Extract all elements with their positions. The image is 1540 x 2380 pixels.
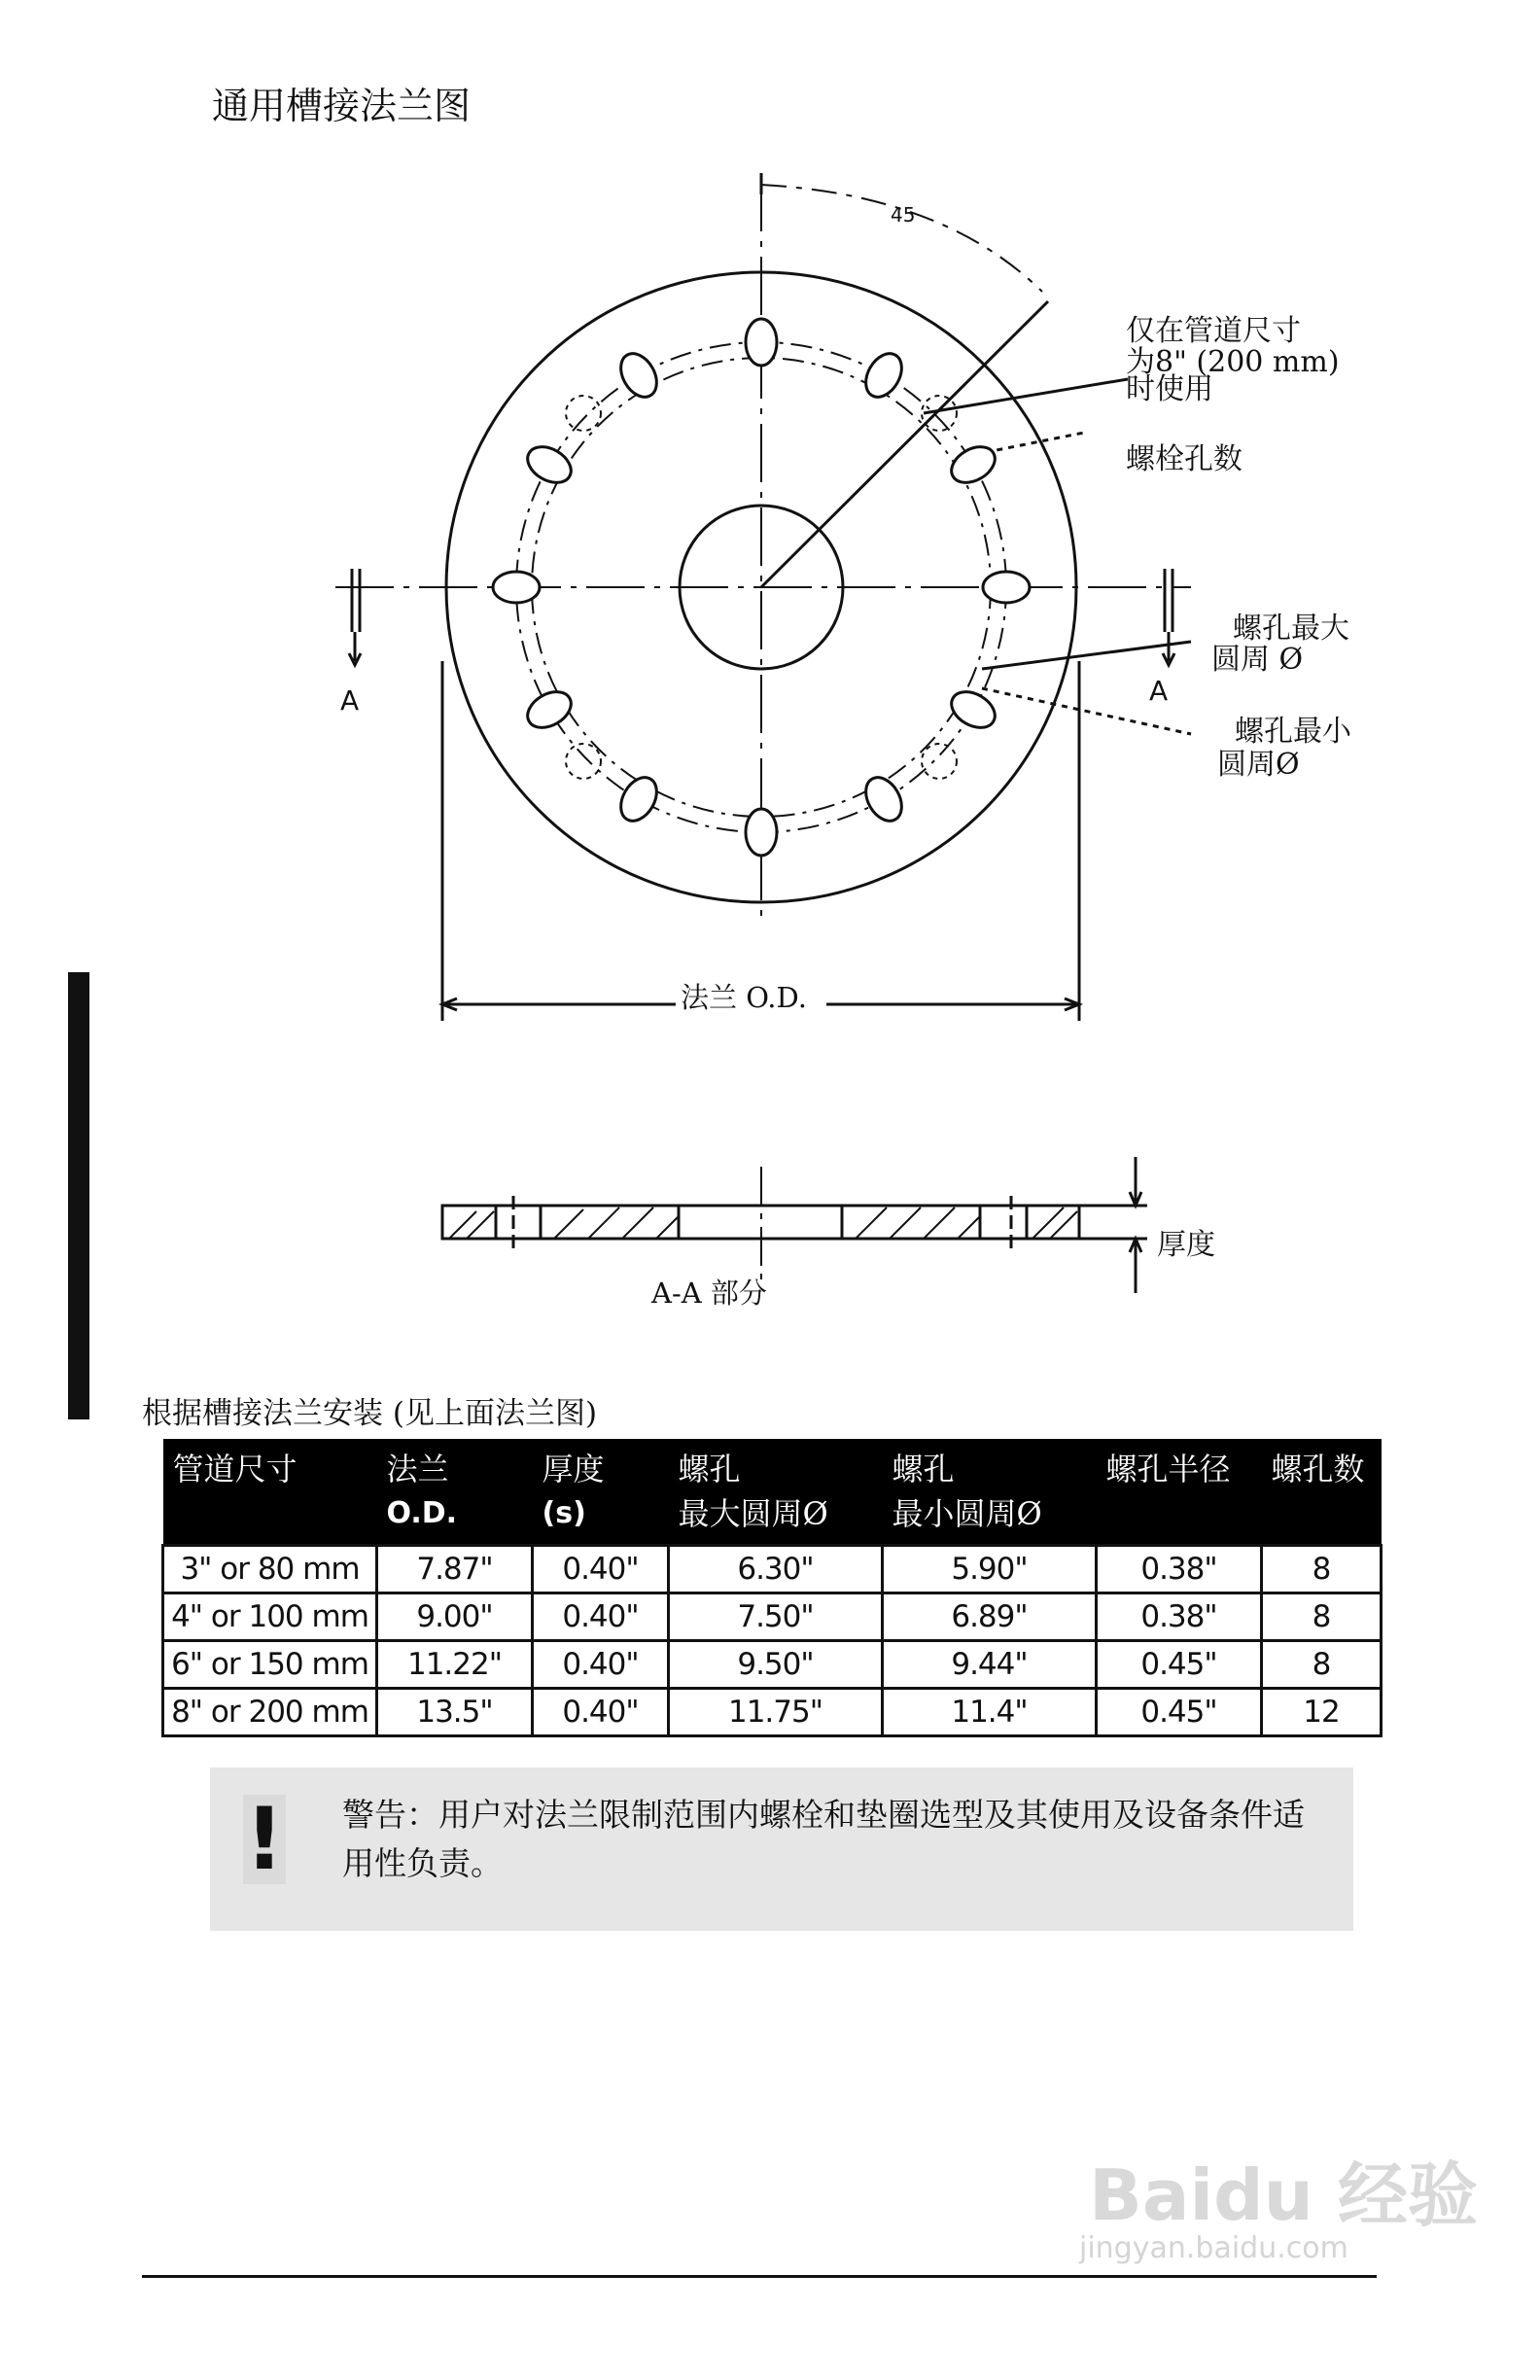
- header-min-circle: 螺孔 最小圆周Ø: [883, 1439, 1097, 1546]
- warning-box: [210, 1768, 1353, 1931]
- cell-pipe-size: 3" or 80 mm: [163, 1546, 377, 1593]
- section-view: [442, 1157, 1147, 1293]
- section-mark-left: A: [340, 684, 360, 717]
- section-mark-right: A: [1149, 675, 1169, 707]
- cell-hole-radius: 0.38": [1097, 1546, 1262, 1593]
- angle-label: 45: [891, 203, 916, 227]
- bolt-hole: [613, 771, 664, 827]
- cell-thickness: 0.40": [533, 1689, 669, 1736]
- cell-hole-count: 8: [1262, 1641, 1382, 1689]
- table-row: [163, 1689, 1382, 1736]
- cell-thickness: 0.40": [533, 1593, 669, 1641]
- header-max-circle: 螺孔 最大圆周Ø: [669, 1439, 883, 1546]
- max-circle-label-line2: 圆周 Ø: [1211, 643, 1304, 677]
- cell-pipe-size: 6" or 150 mm: [163, 1641, 377, 1689]
- cell-hole-count: 8: [1262, 1546, 1382, 1593]
- cell-hole-radius: 0.45": [1097, 1641, 1262, 1689]
- cell-max-circle: 9.50": [669, 1641, 883, 1689]
- bolt-hole-count-label: 螺栓孔数: [1126, 442, 1242, 476]
- cell-flange-od: 13.5": [377, 1689, 533, 1736]
- cell-thickness: 0.40": [533, 1546, 669, 1593]
- cell-flange-od: 9.00": [377, 1593, 533, 1641]
- note-8in-line1: 仅在管道尺寸: [1126, 314, 1301, 348]
- section-label: A-A 部分: [651, 1277, 767, 1310]
- cell-min-circle: 9.44": [883, 1641, 1097, 1689]
- header-hole-count: 螺孔数: [1262, 1439, 1382, 1546]
- cell-max-circle: 6.30": [669, 1546, 883, 1593]
- bolt-hole: [945, 684, 1001, 735]
- note-8in-line3: 时使用: [1126, 372, 1213, 406]
- bolt-hole: [746, 809, 777, 856]
- max-circle-label-line1: 螺孔最大: [1233, 612, 1349, 646]
- cell-min-circle: 6.89": [883, 1593, 1097, 1641]
- bolt-hole: [746, 319, 777, 366]
- footer-text-cropped: [142, 2285, 1377, 2300]
- baidu-watermark: Baidu 经验: [1089, 2154, 1479, 2236]
- cell-max-circle: 11.75": [669, 1689, 883, 1736]
- bolt-hole: [945, 439, 1001, 490]
- cell-thickness: 0.40": [533, 1641, 669, 1689]
- footer-rule: [142, 2275, 1377, 2278]
- table-caption: 根据槽接法兰安装 (见上面法兰图): [142, 1396, 598, 1431]
- cell-flange-od: 7.87": [377, 1546, 533, 1593]
- cell-hole-radius: 0.45": [1097, 1689, 1262, 1736]
- cell-flange-od: 11.22": [377, 1641, 533, 1689]
- header-flange-od: 法兰 O.D.: [377, 1439, 533, 1546]
- bolt-hole: [983, 572, 1030, 603]
- cell-min-circle: 11.4": [883, 1689, 1097, 1736]
- cell-hole-count: 8: [1262, 1593, 1382, 1641]
- header-thickness: 厚度 (s): [533, 1439, 669, 1546]
- baidu-watermark-url: jingyan.baidu.com: [1079, 2231, 1348, 2265]
- min-circle-label-line1: 螺孔最小: [1235, 715, 1351, 749]
- cell-hole-radius: 0.38": [1097, 1593, 1262, 1641]
- cell-hole-count: 12: [1262, 1689, 1382, 1736]
- warning-text: 警告：用户对法兰限制范围内螺栓和垫圈选型及其使用及设备条件适用性负责。: [342, 1796, 1305, 1882]
- note-8in-line2: 为8" (200 mm): [1126, 345, 1340, 379]
- bolt-hole: [858, 347, 909, 403]
- min-circle-label-line2: 圆周Ø: [1217, 748, 1300, 782]
- table-header-row: [163, 1439, 1382, 1546]
- angle-45-line: [761, 301, 1048, 587]
- bolt-hole: [521, 439, 578, 490]
- cell-min-circle: 5.90": [883, 1546, 1097, 1593]
- exclamation-icon: !: [244, 1789, 285, 1889]
- bolt-hole: [521, 684, 578, 735]
- flange-spec-table: [161, 1439, 1382, 1737]
- cell-pipe-size: 8" or 200 mm: [163, 1689, 377, 1736]
- table-row: [163, 1593, 1382, 1641]
- header-pipe-size: 管道尺寸: [163, 1439, 377, 1546]
- bolt-hole: [858, 771, 909, 827]
- header-hole-radius: 螺孔半径: [1097, 1439, 1262, 1546]
- page-title: 通用槽接法兰图: [212, 85, 472, 127]
- thickness-label: 厚度: [1157, 1228, 1215, 1262]
- bolt-hole: [613, 347, 664, 403]
- bolt-hole: [493, 572, 540, 603]
- table-row: [163, 1546, 1382, 1593]
- cell-max-circle: 7.50": [669, 1593, 883, 1641]
- cell-pipe-size: 4" or 100 mm: [163, 1593, 377, 1641]
- od-label: 法兰 O.D.: [681, 981, 807, 1014]
- table-row: [163, 1641, 1382, 1689]
